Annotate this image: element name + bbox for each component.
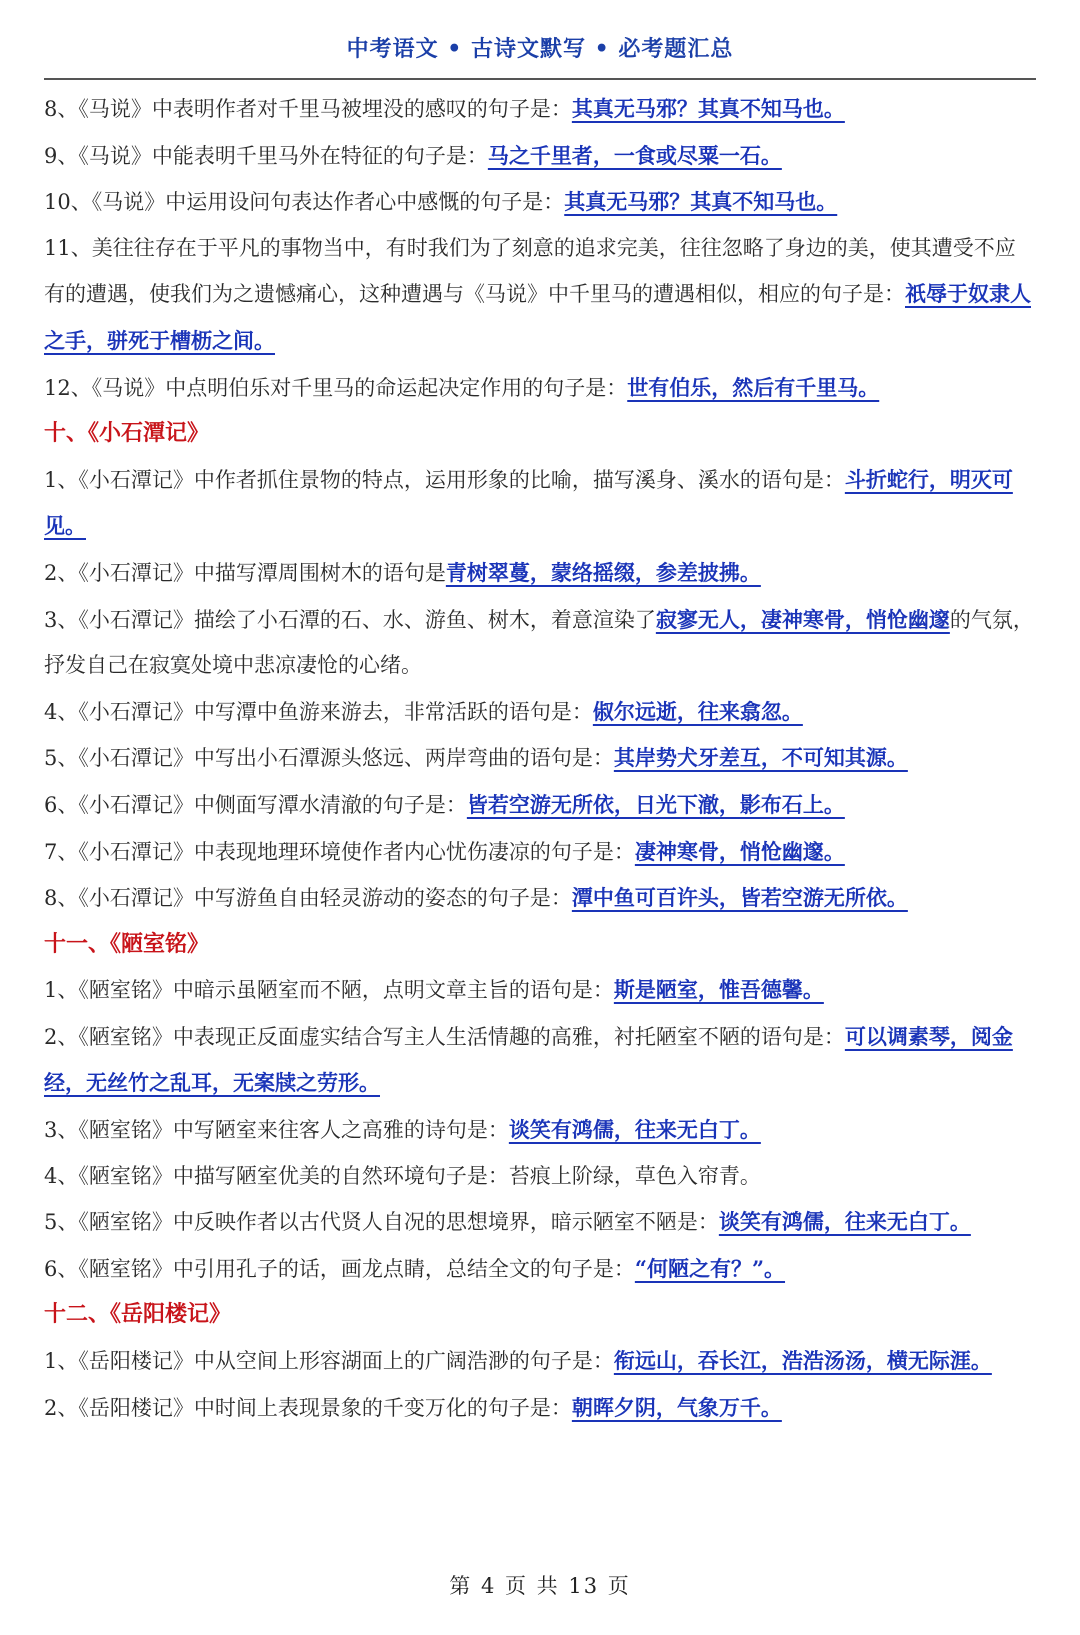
answer-text: 苔痕上阶绿，草色入帘青。: [508, 1163, 761, 1188]
answer-text: 其真无马邪？其真不知马也。: [571, 96, 845, 121]
question-item: [44, 1014, 1036, 1107]
question-text: 8、《马说》中表明作者对千里马被埋没的感叹的句子是：: [44, 97, 572, 121]
answer-text: 俶尔远逝，往来翕忽。: [592, 698, 803, 724]
page-header-title: 中考语文 • 古诗文默写 • 必考题汇总: [346, 36, 734, 62]
question-item: [44, 457, 1036, 550]
question-item: [44, 86, 1036, 133]
question-text: 4、《陋室铭》中描写陋室优美的自然环境句子是：: [44, 1163, 509, 1188]
question-item: [44, 1199, 1036, 1246]
answer-text: 皆若空游无所依，日光下澈，影布石上。: [466, 791, 845, 817]
question-item: [44, 1107, 1036, 1154]
question-item: [44, 967, 1036, 1014]
answer-text: 潭中鱼可百许头，皆若空游无所依。: [571, 885, 908, 911]
question-list: [44, 80, 1036, 1431]
question-item: [44, 875, 1036, 922]
answer-text: 衔远山，吞长江，浩浩汤汤，横无际涯。: [613, 1348, 992, 1374]
answer-text: 马之千里者，一食或尽粟一石。: [487, 142, 782, 168]
question-item: [44, 597, 1036, 689]
answer-text: 谈笑有鸿儒，往来无白丁。: [508, 1117, 761, 1143]
question-text: 3、《陋室铭》中写陋室来往客人之高雅的诗句是：: [44, 1118, 509, 1143]
question-text: 12、《马说》中点明伯乐对千里马的命运起决定作用的句子是：: [44, 375, 628, 400]
question-item: [44, 689, 1036, 736]
question-item: [44, 133, 1036, 180]
question-text: 5、《小石潭记》中写出小石潭源头悠远、两岸弯曲的语句是：: [44, 746, 614, 771]
question-text: 1、《陋室铭》中暗示虽陋室而不陋，点明文章主旨的语句是：: [44, 978, 614, 1003]
question-item: [44, 226, 1036, 365]
answer-text: 祇辱于奴隶人之手，骈死于槽枥之间。: [44, 281, 1031, 353]
question-text: 2、《陋室铭》中表现正反面虚实结合写主人生活情趣的高雅，衬托陋室不陋的语句是：: [44, 1024, 845, 1049]
question-text-continued: 的气氛，抒发自己在寂寞处境中悲凉凄怆的心绪。: [44, 607, 1034, 678]
section-heading: 十、《小石潭记》: [44, 420, 210, 447]
question-text: 1、《岳阳楼记》中从空间上形容湖面上的广阔浩渺的句子是：: [44, 1349, 614, 1374]
answer-text: 青树翠蔓，蒙络摇缀，参差披拂。: [445, 559, 761, 585]
question-text: 8、《小石潭记》中写游鱼自由轻灵游动的姿态的句子是：: [44, 886, 572, 911]
question-text: 6、《小石潭记》中侧面写潭水清澈的句子是：: [44, 792, 467, 817]
section-heading: 十二、《岳阳楼记》: [44, 1301, 232, 1328]
question-item: [44, 829, 1036, 876]
question-text: 11、美往往存在于平凡的事物当中，有时我们为了刻意的追求完美，往往忽略了身边的美，使其遭受不应有的遭遇，使我们为之遗憾痛心，这种遭遇与《马说》中千里马的遭遇相似，相应的句子是：: [44, 235, 1016, 307]
question-item: [44, 1385, 1036, 1432]
question-text: 1、《小石潭记》中作者抓住景物的特点，运用形象的比喻，描写溪身、溪水的语句是：: [44, 467, 845, 492]
question-item: [44, 782, 1036, 829]
answer-text: 凄神寒骨，悄怆幽邃。: [634, 838, 845, 864]
question-item: [44, 179, 1036, 226]
question-item: [44, 735, 1036, 782]
page-number: 第 4 页 共 13 页: [449, 1574, 631, 1598]
answer-text: 谈笑有鸿儒，往来无白丁。: [718, 1209, 971, 1235]
question-text: 10、《马说》中运用设问句表达作者心中感慨的句子是：: [44, 190, 565, 215]
answer-text: “何陋之有？”。: [634, 1255, 786, 1281]
answer-text: 寂寥无人，凄神寒骨，悄怆幽邃: [655, 606, 950, 632]
question-text: 2、《小石潭记》中描写潭周围树木的语句是: [44, 560, 446, 585]
answer-text: 世有伯乐，然后有千里马。: [627, 374, 880, 400]
answer-text: 其真无马邪？其真不知马也。: [564, 189, 838, 215]
question-text: 7、《小石潭记》中表现地理环境使作者内心忧伤凄凉的句子是：: [44, 839, 635, 864]
question-text: 5、《陋室铭》中反映作者以古代贤人自况的思想境界，暗示陋室不陋是：: [44, 1210, 719, 1235]
question-item: [44, 365, 1036, 412]
question-text: 6、《陋室铭》中引用孔子的话，画龙点睛，总结全文的句子是：: [44, 1256, 635, 1281]
answer-text: 斗折蛇行，明灭可见。: [44, 466, 1013, 539]
question-text: 4、《小石潭记》中写潭中鱼游来游去，非常活跃的语句是：: [44, 699, 593, 724]
answer-text: 其岸势犬牙差互，不可知其源。: [613, 745, 908, 771]
question-item: [44, 1246, 1036, 1293]
answer-text: 可以调素琴，阅金经，无丝竹之乱耳，无案牍之劳形。: [44, 1023, 1013, 1096]
answer-text: 斯是陋室，惟吾德馨。: [613, 977, 824, 1003]
question-item: [44, 1154, 1036, 1200]
question-text: 2、《岳阳楼记》中时间上表现景象的千变万化的句子是：: [44, 1395, 572, 1420]
section-heading: 十一、《陋室铭》: [44, 930, 210, 957]
answer-text: 朝晖夕阴，气象万千。: [571, 1394, 782, 1420]
question-text: 3、《小石潭记》描绘了小石潭的石、水、游鱼、树木，着意渲染了: [44, 607, 656, 632]
question-item: [44, 550, 1036, 597]
question-item: [44, 1338, 1036, 1385]
question-text: 9、《马说》中能表明千里马外在特征的句子是：: [44, 143, 488, 168]
